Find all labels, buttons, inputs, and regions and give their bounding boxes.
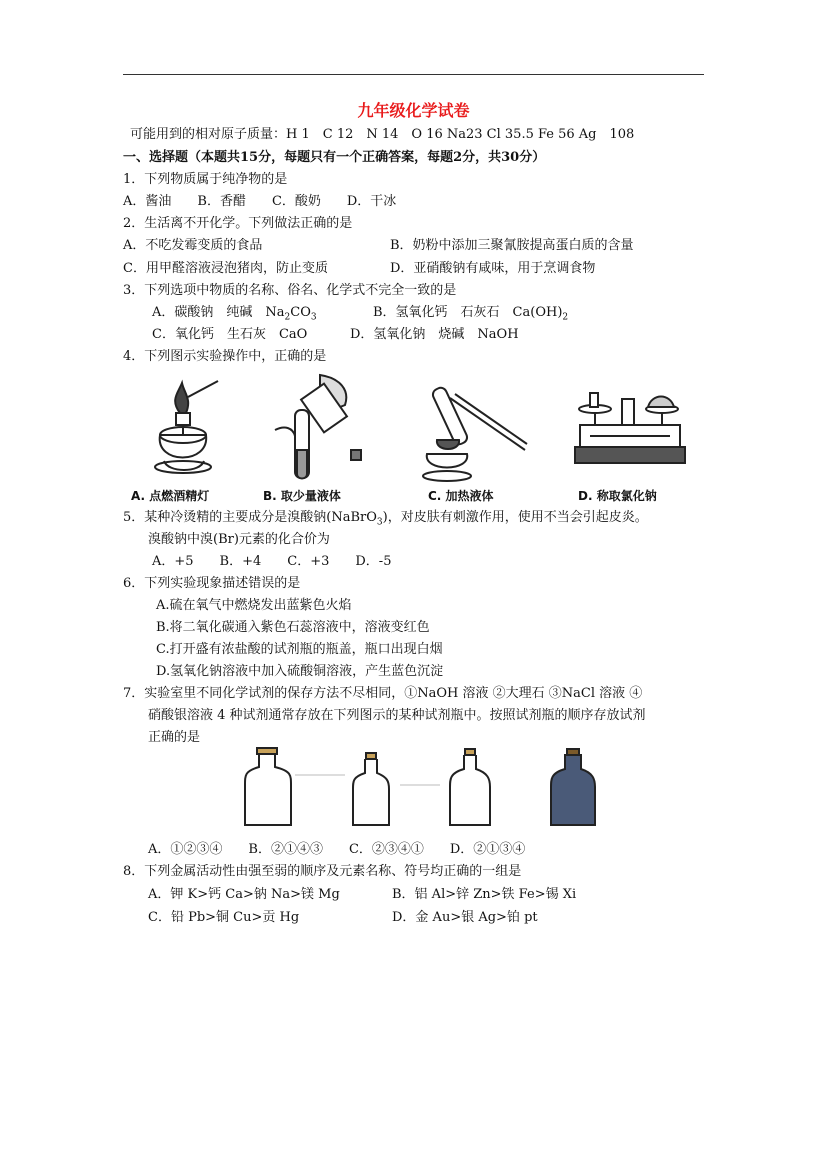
- fig-caption-d: D. 称取氯化钠: [578, 489, 657, 503]
- q5-stem-text: 5．某种冷烫精的主要成分是溴酸钠(NaBrO: [123, 510, 377, 525]
- q3-option-d: D．氢氧化钠 烧碱 NaOH: [350, 327, 519, 342]
- q2-stem: 2．生活离不开化学。下列做法正确的是: [123, 216, 353, 231]
- q8-option-d: D．金 Au>银 Ag>铂 pt: [392, 910, 538, 925]
- page-title: 九年级化学试卷: [357, 101, 470, 120]
- top-rule: [123, 74, 704, 75]
- q5-options: A．+5 B．+4 C．+3 D．-5: [152, 554, 392, 569]
- q6-option-c: C.打开盛有浓盐酸的试剂瓶的瓶盖，瓶口出现白烟: [156, 642, 443, 657]
- heat-liquid-figure: [415, 380, 535, 485]
- q3-option-a: [152, 304, 317, 322]
- bottle-wide-mouth-stoppered: [245, 748, 291, 825]
- q3-option-b: [373, 304, 568, 322]
- q8-option-b: B．铝 Al>锌 Zn>铁 Fe>锡 Xi: [392, 887, 577, 902]
- q3-option-c: C．氧化钙 生石灰 CaO: [152, 327, 308, 342]
- q3-option-a-sub2: 3: [310, 312, 317, 323]
- q8-option-a: A．钾 K>钙 Ca>钠 Na>镁 Mg: [148, 887, 340, 902]
- q3-option-b-text: B．氢氧化钙 石灰石 Ca(OH): [373, 305, 563, 320]
- bottle-brown-narrow-mouth: [551, 749, 595, 825]
- section-heading: 一、选择题（本题共15分，每题只有一个正确答案，每题2分，共30分）: [123, 150, 546, 165]
- q7-line2: 硝酸银溶液 4 种试剂通常存放在下列图示的某种试剂瓶中。按照试剂瓶的顺序存放试剂: [148, 708, 646, 723]
- balance-figure: [570, 385, 690, 475]
- q6-option-a: A.硫在氧气中燃烧发出蓝紫色火焰: [156, 598, 352, 613]
- fig-caption-b: B. 取少量液体: [263, 489, 341, 503]
- bottle-narrow-mouth-clear: [450, 749, 490, 825]
- q1-stem: 1．下列物质属于纯净物的是: [123, 172, 288, 187]
- fig-caption-a: A. 点燃酒精灯: [131, 489, 210, 503]
- q3-stem: 3．下列选项中物质的名称、俗名、化学式不完全一致的是: [123, 283, 457, 298]
- take-liquid-figure: [265, 370, 365, 485]
- bottle-narrow-mouth-stoppered: [353, 753, 389, 825]
- reagent-bottles-figure: [235, 745, 615, 830]
- q2-option-a: A．不吃发霉变质的食品: [123, 238, 263, 253]
- q5-stem-line1: [123, 509, 648, 527]
- q3-option-a-sub1: 2: [284, 312, 291, 323]
- q6-option-d: D.氢氧化钠溶液中加入硫酸铜溶液，产生蓝色沉淀: [156, 664, 444, 679]
- q7-line1: 7．实验室里不同化学试剂的保存方法不尽相同，①NaOH 溶液 ②大理石 ③NaCl 溶液 ④: [123, 686, 643, 701]
- q3-option-b-sub: 2: [562, 312, 569, 323]
- q6-option-b: B.将二氧化碳通入紫色石蕊溶液中，溶液变红色: [156, 620, 430, 635]
- q3-option-a-tail: CO: [290, 305, 311, 320]
- q4-stem: 4．下列图示实验操作中，正确的是: [123, 349, 327, 364]
- q5-stem-tail: )，对皮肤有刺激作用，使用不当会引起皮炎。: [382, 510, 648, 525]
- alcohol-lamp-figure: [140, 375, 230, 485]
- q7-line3: 正确的是: [148, 730, 201, 745]
- q1-options: A．酱油 B．香醋 C．酸奶 D．干冰: [123, 194, 397, 209]
- q2-option-d: D．亚硝酸钠有咸味，用于烹调食物: [390, 261, 596, 276]
- fig-caption-c: C. 加热液体: [428, 489, 494, 503]
- q3-option-a-formula: Na: [265, 305, 285, 320]
- q8-option-c: C．铅 Pb>铜 Cu>贡 Hg: [148, 910, 300, 925]
- q3-option-a-text: A．碳酸钠 纯碱: [152, 305, 266, 320]
- q6-stem: 6．下列实验现象描述错误的是: [123, 576, 301, 591]
- q2-option-b: B．奶粉中添加三聚氰胺提高蛋白质的含量: [390, 238, 634, 253]
- q5-stem-sub: 3: [376, 517, 383, 528]
- q5-stem-line2: 溴酸钠中溴(Br)元素的化合价为: [148, 532, 330, 547]
- q7-options: A．①②③④ B．②①④③ C．②③④① D．②①③④: [148, 842, 526, 857]
- q2-option-c: C．用甲醛溶液浸泡猪肉，防止变质: [123, 261, 328, 276]
- q8-stem: 8．下列金属活动性由强至弱的顺序及元素名称、符号均正确的一组是: [123, 864, 522, 879]
- atomic-masses: 可能用到的相对原子质量：H 1 C 12 N 14 O 16 Na23 Cl 35.5 Fe 56 Ag 108: [130, 127, 635, 142]
